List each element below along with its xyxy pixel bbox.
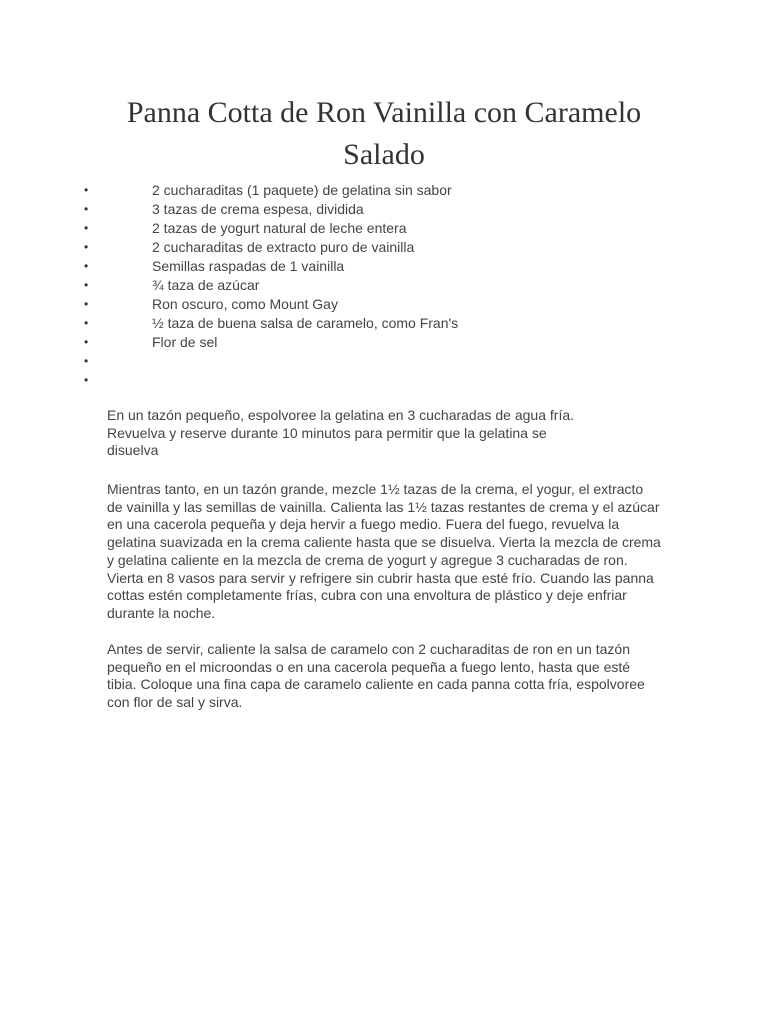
ingredient-item-empty [0,371,700,390]
instruction-step-2: Mientras tanto, en un tazón grande, mezcle 1½ tazas de la crema, el yogur, el extracto de vainilla y las semillas de vainilla. Calienta las 1½ tazas restantes de crema y el azúcar en una cacerola pequeña y deja hervir a fuego medio. Fuera del fuego, revuelva la gelatina suavizada en la crema caliente hasta que se disuelva. Vierta la mezcla de crema y gelatina caliente en la mezcla de crema de yogurt y agregue 3 cucharadas de ron. Vierta en 8 vasos para servir y refrigere sin cubrir hasta que esté frío. Cuando las panna cottas estén completamente frías, cubra con una envoltura de plástico y deje enfriar durante la noche. [107,481,661,621]
ingredient-item [0,314,700,333]
ingredient-item [0,333,700,352]
ingredient-item [0,295,700,314]
bullet-icon: • [84,259,89,273]
bullet-icon: • [84,373,89,387]
ingredient-item [0,238,700,257]
ingredient-list [0,181,700,390]
bullet-icon: • [84,221,89,235]
ingredient-text: 3 tazas de crema espesa, dividida [152,201,364,217]
ingredient-text: 2 cucharaditas (1 paquete) de gelatina sin sabor [152,182,452,198]
bullet-icon: • [84,278,89,292]
ingredient-item [0,219,700,238]
ingredient-text: 2 tazas de yogurt natural de leche entera [152,220,407,236]
instruction-step-3: Antes de servir, caliente la salsa de caramelo con 2 cucharaditas de ron en un tazón pequeño en el microondas o en una cacerola pequeña a fuego lento, hasta que esté tibia. Coloque una fina capa de caramelo caliente en cada panna cotta fría, espolvoree con flor de sal y sirva. [107,641,645,711]
ingredient-item [0,257,700,276]
ingredient-item-empty [0,352,700,371]
bullet-icon: • [84,316,89,330]
bullet-icon: • [84,354,89,368]
ingredient-item [0,276,700,295]
bullet-icon: • [84,335,89,349]
bullet-icon: • [84,183,89,197]
ingredient-text: Flor de sel [152,334,218,350]
ingredient-item [0,200,700,219]
bullet-icon: • [84,240,89,254]
ingredient-text: Semillas raspadas de 1 vainilla [152,258,345,274]
instruction-step-1: En un tazón pequeño, espolvoree la gelatina en 3 cucharadas de agua fría. Revuelva y reserve durante 10 minutos para permitir que la gelatina se disuelva [107,407,575,459]
ingredient-text: 2 cucharaditas de extracto puro de vainilla [152,239,415,255]
ingredient-text: ¾ taza de azúcar [152,277,260,293]
ingredient-item [0,181,700,200]
ingredient-text: ½ taza de buena salsa de caramelo, como Fran's [152,315,459,331]
bullet-icon: • [84,297,89,311]
ingredient-text: Ron oscuro, como Mount Gay [152,296,338,312]
bullet-icon: • [84,202,89,216]
recipe-title: Panna Cotta de Ron Vainilla con Caramelo Salado [126,96,642,171]
